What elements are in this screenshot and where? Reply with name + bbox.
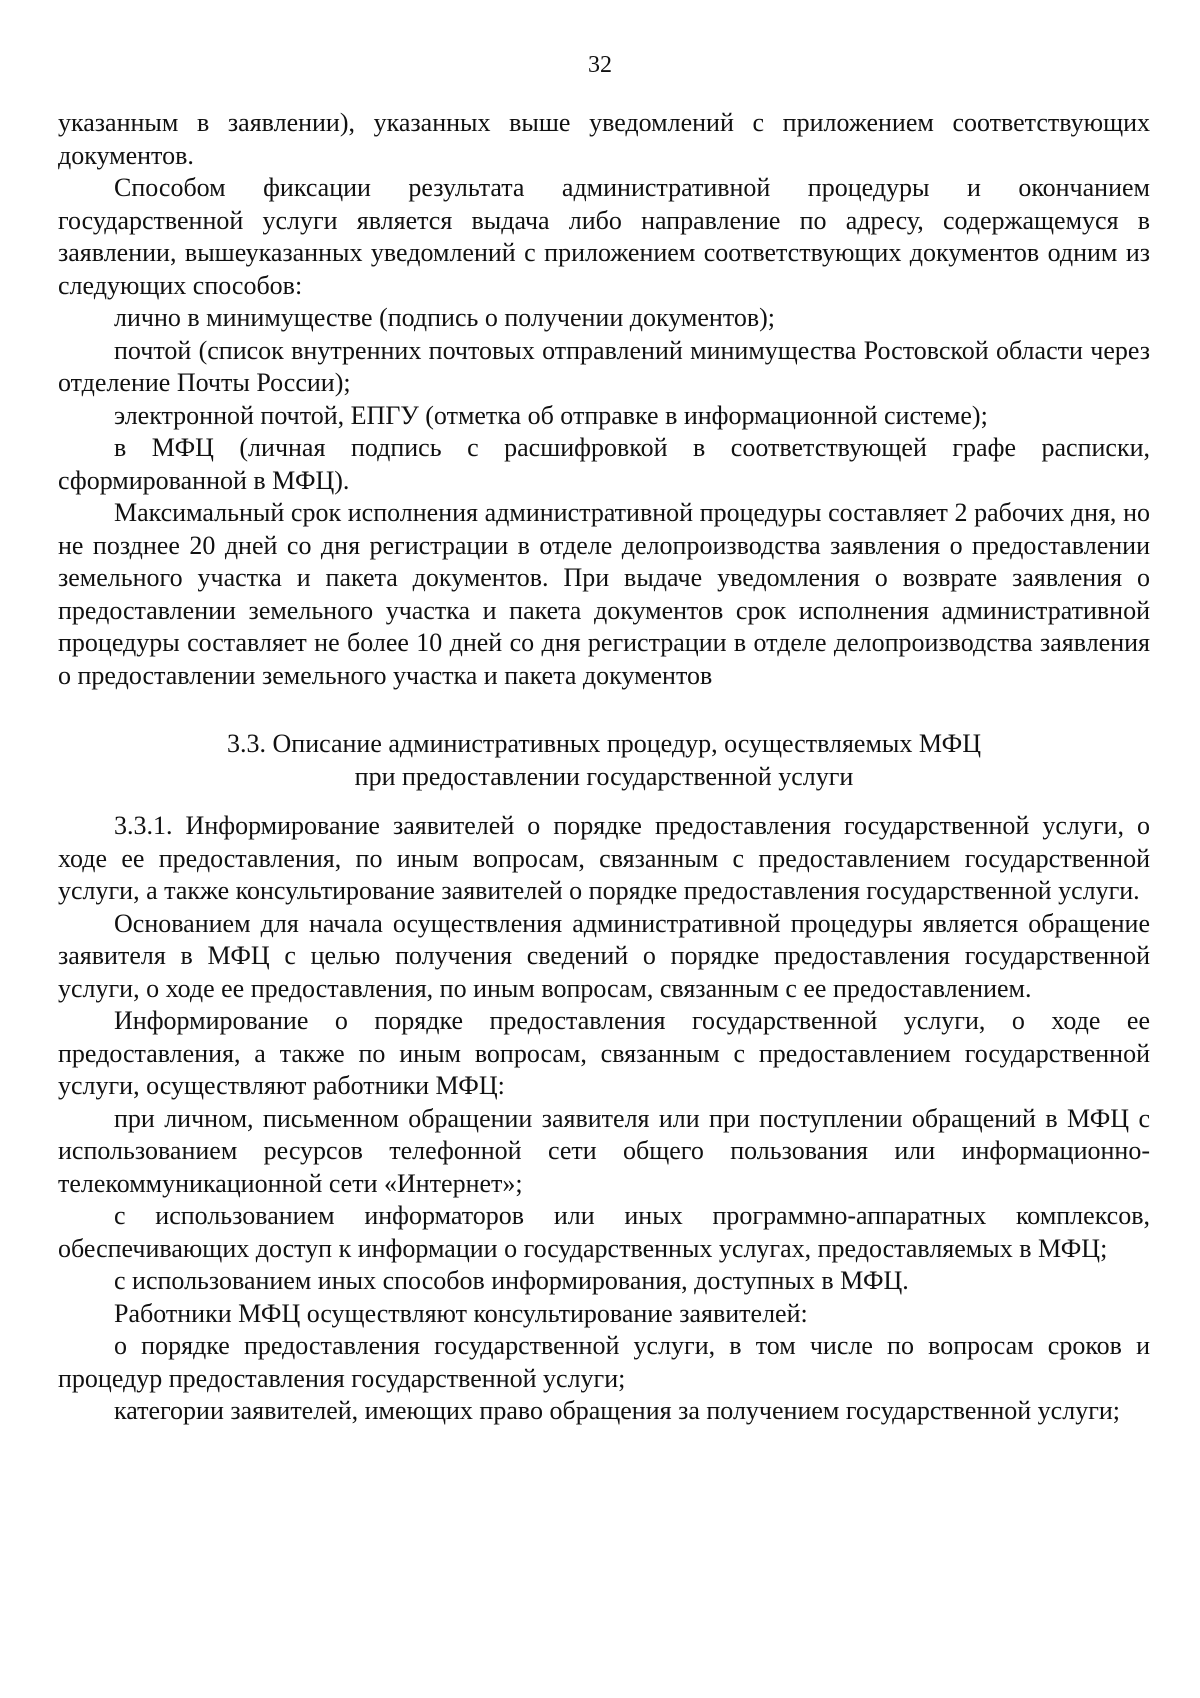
list-item-procedure: о порядке предоставления государственной услуги, в том числе по вопросам сроков и процедур предоставления государственной услуги; xyxy=(58,1331,1150,1393)
section-heading-line-1: 3.3. Описание административных процедур, осуществляемых МФЦ xyxy=(227,729,981,758)
list-item-personal-request: при личном, письменном обращении заявителя или при поступлении обращений в МФЦ с использованием ресурсов телефонной сети общего пользования или информационно-телекоммуникационной сети «Интернет»; xyxy=(58,1103,1150,1198)
section-heading-line-2: при предоставлении государственной услуги xyxy=(354,761,854,791)
paragraph-3-3-1: 3.3.1. Информирование заявителей о порядке предоставления государственной услуги, о ходе ее предоставления, по иным вопросам, связанным с предоставлением государственной услуги, а также консультирование заявителей о порядке предоставления государственной услуги. xyxy=(58,811,1150,905)
paragraph-result-fixation: Способом фиксации результата административной процедуры и окончанием государственной услуги является выдача либо направление по адресу, содержащемуся в заявлении, вышеуказанных уведомлений с приложением соответствующих документов одним из следующих способов: xyxy=(58,173,1150,300)
list-item-other-methods: с использованием иных способов информирования, доступных в МФЦ. xyxy=(114,1266,909,1295)
paragraph-max-term: Максимальный срок исполнения административной процедуры составляет 2 рабочих дня, но не позднее 20 дней со дня регистрации в отделе делопроизводства заявления о предоставлении земельного участка и пакета документов. При выдаче уведомления о возврате заявления о предоставлении земельного участка и пакета документов срок исполнения административной процедуры составляет не более 10 дней со дня регистрации в отделе делопроизводства заявления о предоставлении земельного участка и пакета документов xyxy=(58,498,1150,690)
list-item-by-email: электронной почтой, ЕПГУ (отметка об отправке в информационной системе); xyxy=(114,400,988,430)
page-number: 32 xyxy=(588,52,612,78)
list-item-in-person: лично в минимуществе (подпись о получении документов); xyxy=(114,303,775,332)
paragraph-continuation: указанным в заявлении), указанных выше уведомлений с приложением соответствующих документов. xyxy=(58,108,1150,170)
paragraph-informing: Информирование о порядке предоставления государственной услуги, о ходе ее предоставления, а также по иным вопросам, связанным с предоставлением государственной услуги, осуществляют работники МФЦ: xyxy=(58,1006,1150,1100)
document-body xyxy=(58,107,1150,1428)
list-item-by-mail: почтой (список внутренних почтовых отправлений минимущества Ростовской области через отделение Почты России); xyxy=(58,335,1150,397)
section-heading xyxy=(58,728,1150,793)
paragraph-basis: Основанием для начала осуществления административной процедуры является обращение заявителя в МФЦ с целью получения сведений о порядке предоставления государственной услуги, о ходе ее предоставления, по иным вопросам, связанным с ее предоставлением. xyxy=(58,908,1150,1003)
list-item-informators: с использованием информаторов или иных программно-аппаратных комплексов, обеспечивающих доступ к информации о государственных услугах, предоставляемых в МФЦ; xyxy=(58,1201,1150,1263)
paragraph-consulting: Работники МФЦ осуществляют консультирование заявителей: xyxy=(114,1298,808,1328)
list-item-categories: категории заявителей, имеющих право обращения за получением государственной услуги; xyxy=(114,1396,1120,1425)
list-item-at-mfc: в МФЦ (личная подпись с расшифровкой в соответствующей графе расписки, сформированной в МФЦ). xyxy=(58,433,1150,495)
